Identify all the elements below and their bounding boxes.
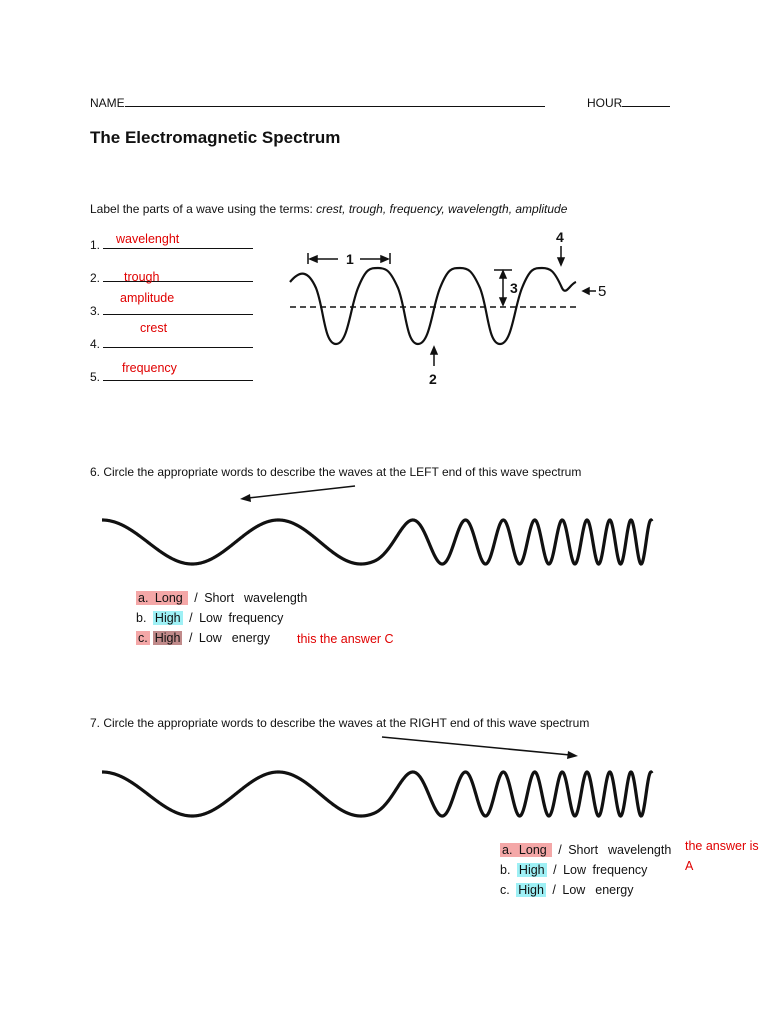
- option-letter: a.: [138, 591, 149, 605]
- q7-prompt: 7. Circle the appropriate words to describe the waves at the RIGHT end of this wave spectrum: [90, 716, 590, 730]
- q7-note-line2: A: [685, 859, 694, 873]
- q7-note-line1: the answer is: [685, 839, 759, 853]
- item-number: 5.: [90, 370, 101, 384]
- q7-option-a[interactable]: [500, 843, 674, 857]
- answer-text-4: crest: [140, 321, 168, 335]
- page-title: The Electromagnetic Spectrum: [90, 128, 341, 147]
- q6-note: this the answer C: [297, 632, 394, 646]
- option-first-choice[interactable]: High: [154, 631, 181, 645]
- option-letter: b.: [500, 863, 511, 877]
- q7-option-c[interactable]: [500, 883, 637, 897]
- q7-option-b[interactable]: [500, 863, 650, 877]
- q6-prompt: 6. Circle the appropriate words to describe the waves at the LEFT end of this wave spectrum: [90, 465, 582, 479]
- option-first-choice[interactable]: High: [154, 611, 181, 625]
- option-second-choice[interactable]: Low: [562, 883, 586, 897]
- diagram-label-1: 1: [346, 251, 354, 267]
- q7-spectrum-wave: [100, 760, 656, 832]
- diagram-label-5: 5: [598, 283, 607, 300]
- option-separator: /: [189, 611, 193, 625]
- option-separator: /: [194, 591, 198, 605]
- option-letter: b.: [136, 611, 147, 625]
- hour-label: HOUR: [587, 96, 623, 110]
- option-first-choice[interactable]: Long: [518, 843, 547, 857]
- option-separator: /: [553, 863, 557, 877]
- option-second-choice[interactable]: Low: [563, 863, 587, 877]
- option-term: energy: [595, 883, 634, 897]
- option-first-choice[interactable]: High: [518, 863, 545, 877]
- option-letter: a.: [502, 843, 513, 857]
- name-label: NAME: [90, 96, 125, 110]
- option-second-choice[interactable]: Low: [199, 611, 223, 625]
- item-number: 3.: [90, 304, 101, 318]
- option-second-choice[interactable]: Short: [568, 843, 599, 857]
- option-first-choice[interactable]: High: [518, 883, 544, 897]
- q7-a-letter-first[interactable]: [500, 843, 552, 857]
- option-separator: /: [552, 883, 556, 897]
- option-letter: c.: [138, 631, 148, 645]
- option-term: energy: [231, 631, 271, 645]
- answer-text-1: wavelenght: [116, 232, 180, 246]
- diagram-label-2: 2: [429, 371, 437, 387]
- diagram-label-4: 4: [556, 229, 564, 245]
- instruction-prefix: Label the parts of a wave using the terms:: [90, 202, 313, 216]
- option-term: frequency: [592, 863, 648, 877]
- diagram-label-3: 3: [510, 280, 518, 296]
- item-number: 1.: [90, 238, 101, 252]
- answer-text-3: amplitude: [120, 291, 175, 305]
- option-second-choice[interactable]: Low: [198, 631, 222, 645]
- option-first-choice[interactable]: Long: [154, 591, 183, 605]
- item-number: 2.: [90, 271, 101, 285]
- option-term: wavelength: [608, 843, 672, 857]
- answer-text-2: trough: [124, 270, 160, 284]
- option-term: frequency: [228, 611, 284, 625]
- option-letter: c.: [500, 883, 510, 897]
- option-term: wavelength: [244, 591, 308, 605]
- option-separator: /: [558, 843, 562, 857]
- instruction-terms: crest, trough, frequency, wavelength, amplitude: [316, 202, 568, 216]
- item-number: 4.: [90, 337, 101, 351]
- answer-text-5: frequency: [122, 361, 177, 375]
- option-second-choice[interactable]: Short: [204, 591, 235, 605]
- option-separator: /: [188, 631, 193, 645]
